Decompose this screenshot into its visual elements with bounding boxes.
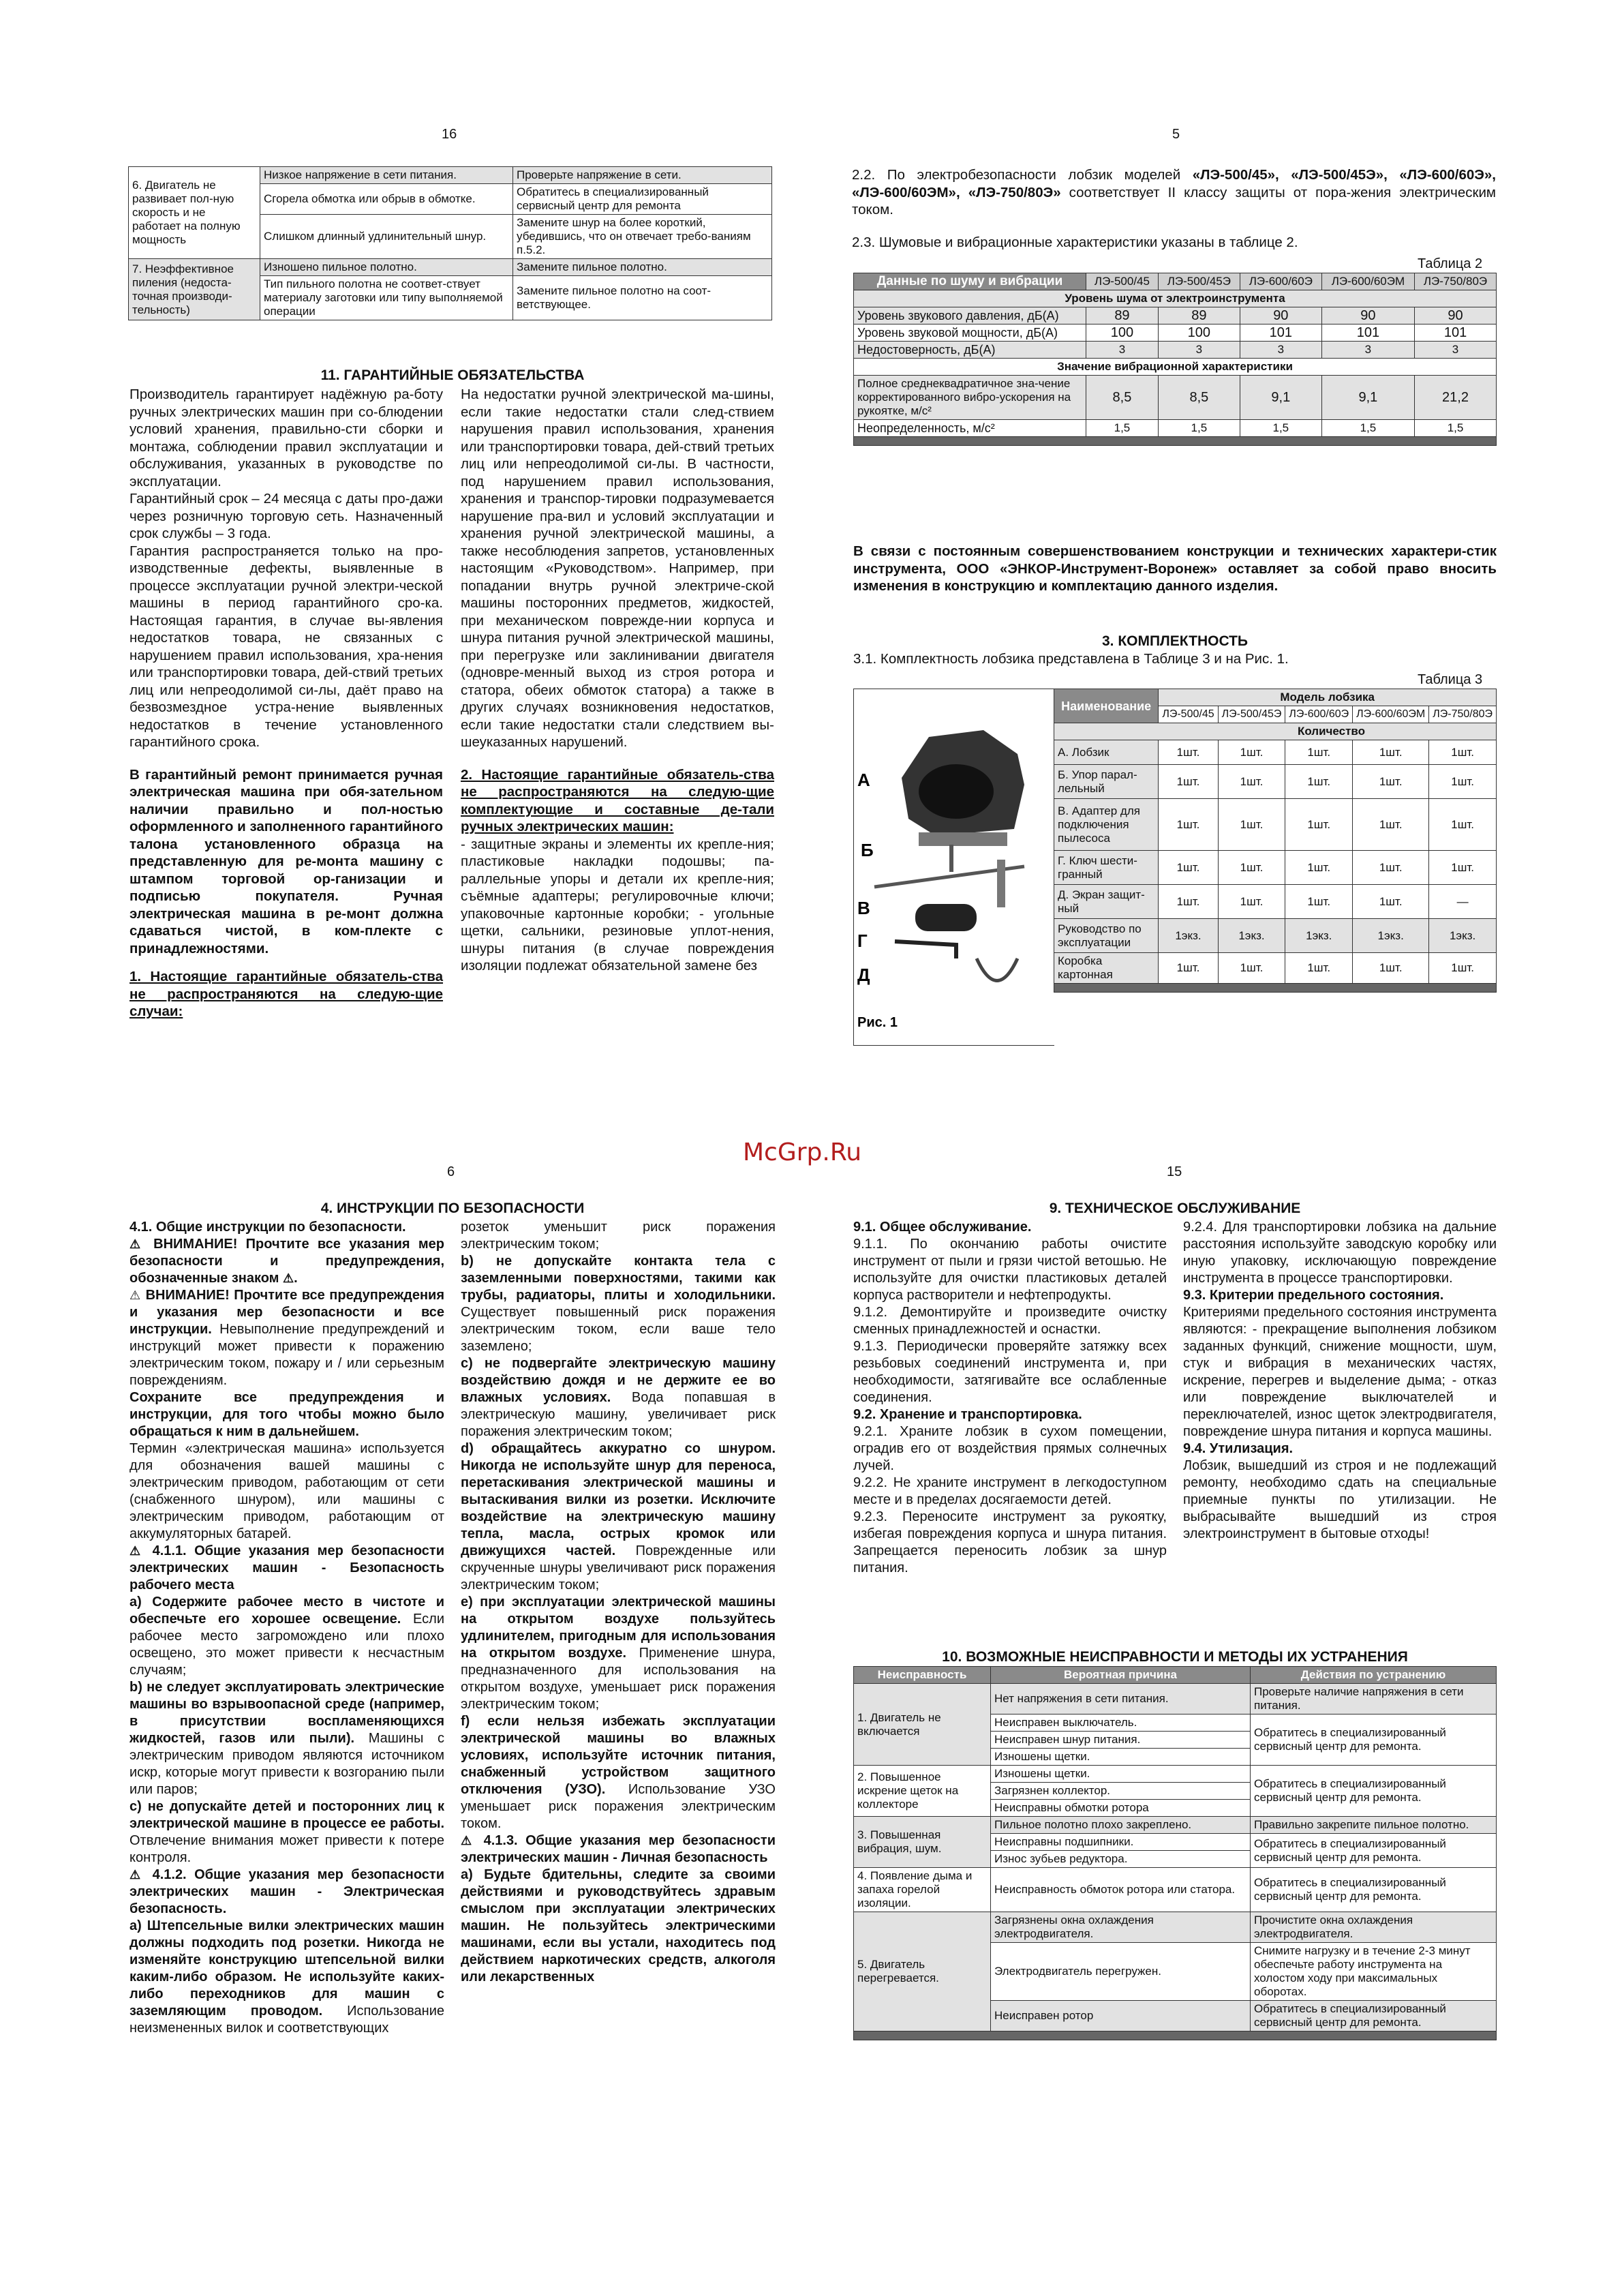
hex-key-shape: [895, 941, 956, 958]
t10-cause: Неисправность обмоток ротора или статора.: [991, 1868, 1251, 1912]
t10-fault: 2. Повышенное искрение щеток на коллекторе: [854, 1766, 991, 1817]
t3-cell: 1шт.: [1429, 851, 1497, 885]
t10-fault: 4. Появление дыма и запаха горелой изоляции.: [854, 1868, 991, 1912]
p16-fault-6: 6. Двигатель не развивает пол-ную скорость и не работает на полную мощность: [129, 167, 260, 259]
t2-cell: 100: [1158, 324, 1240, 342]
t10-action: Прочистите окна охлаждения электродвигателя.: [1251, 1912, 1497, 1943]
t2-cell: 3: [1321, 342, 1414, 359]
t10-cause: Загрязнены окна охлаждения электродвигателя.: [991, 1912, 1251, 1943]
p15-s94: 9.4. Утилизация.: [1183, 1441, 1294, 1456]
t2-cell: 101: [1415, 324, 1497, 342]
t3-cell: 1шт.: [1218, 885, 1285, 919]
p5-table3-label: Таблица 3: [1418, 672, 1483, 687]
p6-a2: а) Штепсельные вилки электрических машин должны подходить под розетки. Никогда не изменяйте конструкцию штепсельной вилки каким-либо образом. Не используйте каких-либо переходников для машин с заземляющим проводом.: [129, 1918, 444, 2019]
t10-action: Правильно закрепите пильное полотно.: [1251, 1817, 1497, 1834]
p16-action: Проверьте напряжение в сети.: [513, 167, 772, 184]
t10-action: Обратитесь в специализированный сервисный центр для ремонта.: [1251, 1868, 1497, 1912]
p16-paragraph: - защитные экраны и элементы их крепле-ния; пластиковые накладки подошвы; па-раллельные упоры и детали их крепле-ния; съёмные адаптеры; регулировочные ключи; упаковочные картонные коробки; - угольные щетки, сальники, резиновые уплот-нения, шнуры питания (в случае повреждения изоляции подлежат обязательной замене без: [461, 836, 774, 973]
watermark-logo: McGrp.Ru: [743, 1138, 862, 1166]
p6-rb-tail: Существует повышенный риск поражения электрическим током, если ваше тело заземлено;: [461, 1305, 776, 1354]
t10-cause: Загрязнен коллектор.: [991, 1783, 1251, 1800]
jigsaw-base-shape: [919, 832, 1007, 846]
t3-cell: 1шт.: [1218, 851, 1285, 885]
t10-action: Обратитесь в специализированный сервисный центр для ремонта.: [1251, 1715, 1497, 1766]
p6-c: с) не допускайте детей и посторонних лиц к электрической машине в процессе ее работы.: [129, 1799, 444, 1831]
p16-exclusion-heading-1: 1. Настоящие гарантийные обязатель-ства не распространяются на следую-щие случаи:: [129, 969, 443, 1019]
p6-a-tail: Если рабочее место загромождено или плохо освещено, это может привести к несчастным случаям;: [129, 1612, 445, 1678]
p5-table3: [1054, 689, 1497, 993]
p6-warn1: ВНИМАНИЕ! Прочтите все указания мер безопасности и предупреждения, обозначенные знаком: [129, 1237, 444, 1286]
t3-cell: 1шт.: [1353, 799, 1429, 851]
warning-icon: ⚠: [283, 1271, 294, 1285]
t2-cell: 90: [1415, 307, 1497, 324]
p15-t922: 9.2.2. Не храните инструмент в легкодоступном месте и в пределах досягаемости детей.: [853, 1475, 1167, 1507]
t3-cell: 1шт.: [1218, 740, 1285, 765]
p6-rb: b) не допускайте контакта тела с заземленными поверхностями, такими как трубы, радиаторы, плиты и холодильники.: [461, 1254, 776, 1303]
t3-cell: 1шт.: [1429, 740, 1497, 765]
adapter-shape: [915, 904, 977, 931]
t10-header: Вероятная причина: [991, 1667, 1251, 1684]
t2-cell: 90: [1321, 307, 1414, 324]
t10-action: Снимите нагрузку и в течение 2-3 минут обеспечьте работу инструмента на холостом ходу при максимальных оборотах.: [1251, 1943, 1497, 2001]
t10-cause: Нет напряжения в сети питания.: [991, 1684, 1251, 1715]
t3-cell: 1шт.: [1353, 851, 1429, 885]
p5-intro: [852, 166, 1496, 251]
t2-cell: 90: [1240, 307, 1321, 324]
p16-fault-table: [128, 166, 772, 320]
t2-cell: 1,5: [1415, 420, 1497, 437]
t10-cause: Изношены щетки.: [991, 1766, 1251, 1783]
p6-rf-tail: Использование УЗО уменьшает риск поражения электрическим током.: [461, 1782, 776, 1831]
t3-row-name: Коробка картонная: [1054, 953, 1159, 984]
fig-letter-d: Д: [857, 965, 870, 985]
t3-cell: 1шт.: [1159, 799, 1218, 851]
t3-row-name: А. Лобзик: [1054, 740, 1159, 765]
p6-rc-tail: Вода попавшая в электрическую машину, увеличивает риск поражения электрическим током;: [461, 1390, 776, 1439]
t10-cause: Износ зубьев редуктора.: [991, 1851, 1251, 1868]
page-number-6: 6: [447, 1164, 455, 1179]
warning-icon: ⚠: [129, 1237, 145, 1251]
p16-action: Замените шнур на более короткий, убедившись, что он отвечает требо-ваниям п.5.2.: [513, 215, 772, 259]
t3-cell: 1шт.: [1429, 953, 1497, 984]
p16-action: Замените пильное полотно.: [513, 259, 772, 276]
jigsaw-figure: [854, 689, 1054, 1045]
jigsaw-blade-shape: [949, 845, 953, 872]
t3-model: ЛЭ-500/45: [1159, 706, 1218, 723]
t3-name-header: Наименование: [1054, 689, 1159, 723]
t3-row-name: В. Адаптер для подключения пылесоса: [1054, 799, 1159, 851]
t10-cause: Неисправны обмотки ротора: [991, 1800, 1251, 1817]
p6-b-tail: Машины с электрическим приводом являются источником искр, которые могут привести к возгоранию пыли или паров;: [129, 1731, 444, 1797]
p16-paragraph: Производитель гарантирует надёжную ра-боту ручных электрических машин при со-блюдении условий хранения, правильно-сти сборки и монтажа, соблюдении правил эксплуатации и обслуживания, указанных в руководстве по эксплуатации.: [129, 387, 443, 489]
p6-s411: 4.1.1. Общие указания мер безопасности электрических машин - Безопасность рабочего места: [129, 1543, 444, 1592]
p15-t924: 9.2.4. Для транспортировки лобзика на дальние расстояния используйте заводскую коробку или иную упаковку, исключающую повреждение инструмента в процессе транспортировки.: [1183, 1220, 1497, 1286]
t2-cell: 101: [1240, 324, 1321, 342]
t10-action: Обратитесь в специализированный сервисный центр для ремонта.: [1251, 1766, 1497, 1817]
t3-row-name: Г. Ключ шести-гранный: [1054, 851, 1159, 885]
parallel-stop-foot: [997, 860, 1005, 907]
t3-cell: 1шт.: [1218, 953, 1285, 984]
p6-a: а) Содержите рабочее место в чистоте и обеспечьте его хорошее освещение.: [129, 1595, 444, 1627]
page-number-5: 5: [1172, 127, 1180, 142]
p15-title: 9. ТЕХНИЧЕСКОЕ ОБСЛУЖИВАНИЕ: [1049, 1200, 1301, 1216]
p6-s412: 4.1.2. Общие указания мер безопасности электрических машин - Электрическая безопасность.: [129, 1867, 444, 1916]
p16-right-column: [461, 386, 774, 975]
t2-header: Данные по шуму и вибрации: [854, 273, 1086, 290]
t10-fault: 3. Повышенная вибрация, шум.: [854, 1817, 991, 1868]
p16-cause: Изношено пильное полотно.: [260, 259, 513, 276]
t2-cell: 101: [1321, 324, 1414, 342]
p6-rd: d) обращайтесь аккуратно со шнуром. Никогда не используйте шнур для переноса, перетаскивания электрической машины и вытаскивания вилки из розетки. Исключите воздействие на электрическую машину тепла, масла, острых кромок или движущихся частей.: [461, 1441, 776, 1558]
t3-cell: 1шт.: [1159, 885, 1218, 919]
p15-s92: 9.2. Хранение и транспортировка.: [853, 1407, 1082, 1422]
fig-caption: Рис. 1: [857, 1015, 898, 1030]
t2-model: ЛЭ-600/60Э: [1240, 273, 1321, 290]
p16-exclusion-heading-2: 2. Настоящие гарантийные обязатель-ства не распространяются на следую-щие комплектующие и составные де-тали ручных электрических машин:: [461, 766, 774, 834]
p6-re-tail: Применение шнура, предназначенного для использования на открытом воздухе, уменьшает риск поражения электрическим током;: [461, 1646, 776, 1712]
page-number-15: 15: [1167, 1164, 1182, 1179]
t2-row-name: Уровень звуковой мощности, дБ(А): [854, 324, 1086, 342]
t3-cell: 1шт.: [1159, 765, 1218, 799]
t3-cell: 1экз.: [1429, 919, 1497, 953]
p6-b: b) не следует эксплуатировать электрические машины во взрывоопасной среде (например, в присутствии воспламеняющихся жидкостей, газов или пыли).: [129, 1680, 444, 1746]
p15-s10-title: 10. ВОЗМОЖНЫЕ НЕИСПРАВНОСТИ И МЕТОДЫ ИХ УСТРАНЕНИЯ: [942, 1649, 1408, 1665]
t2-model: ЛЭ-750/80Э: [1415, 273, 1497, 290]
p6-title: 4. ИНСТРУКЦИИ ПО БЕЗОПАСНОСТИ: [320, 1200, 585, 1216]
figure-1: [853, 689, 1054, 1046]
t2-row-name: Неопределенность, м/с²: [854, 420, 1086, 437]
p16-left-column: [129, 386, 443, 1021]
t3-cell: 1шт.: [1285, 765, 1353, 799]
p6-s413: 4.1.3. Общие указания мер безопасности электрических машин - Личная безопасность: [461, 1833, 776, 1865]
t2-model: ЛЭ-600/60ЭМ: [1321, 273, 1414, 290]
t10-header: Действия по устранению: [1251, 1667, 1497, 1684]
t3-cell: 1шт.: [1353, 740, 1429, 765]
p5-para-2-3: 2.3. Шумовые и вибрационные характеристики указаны в таблице 2.: [852, 234, 1298, 250]
p15-s93: 9.3. Критерии предельного состояния.: [1183, 1288, 1444, 1303]
t3-cell: 1шт.: [1429, 765, 1497, 799]
p6-keep: Сохраните все предупреждения и инструкции, для того чтобы можно было обращаться к ним в дальнейшем.: [129, 1390, 444, 1439]
t3-cell: 1шт.: [1353, 765, 1429, 799]
p15-t913: 9.1.3. Периодически проверяйте затяжку всех резьбовых соединений инструмента и, при необходимости, затягивайте все ослабленные соединения.: [853, 1339, 1167, 1405]
t2-cell: 1,5: [1321, 420, 1414, 437]
warning-icon: ⚠: [129, 1288, 142, 1302]
t3-cell: 1шт.: [1159, 740, 1218, 765]
p5-table2: [853, 273, 1497, 446]
p15-t923: 9.2.3. Переносите инструмент за рукоятку, избегая повреждения корпуса и шнура питания. Запрещается переносить лобзик за шнур питания.: [853, 1509, 1167, 1575]
p16-warranty-title: 11. ГАРАНТИЙНЫЕ ОБЯЗАТЕЛЬСТВА: [320, 367, 585, 383]
t3-model-header: Модель лобзика: [1159, 689, 1497, 706]
p6-warn2-tail: Невыполнение предупреждений и инструкций может привести к поражению электрическим током, пожару и / или серьезным повреждениям.: [129, 1322, 444, 1388]
t2-cell: 1,5: [1240, 420, 1321, 437]
p16-cause: Тип пильного полотна не соответ-ствует материалу заготовки или типу выполняемой операции: [260, 276, 513, 320]
p15-t921: 9.2.1. Храните лобзик в сухом помещении, оградив его от воздействия прямых солнечных лучей.: [853, 1424, 1167, 1473]
p16-paragraph: Гарантия распространяется только на про-изводственные дефекты, выявленные в процессе эксплуатации ручной электри-ческой машины в период гарантийного сро-ка. Настоящая гарантия, в случае вы-явления недостатков товара, не связанных с нарушением правил использования, хра-нения или транспортировки товара, дей-ствий третьих лиц или непреодолимой си-лы, даёт право на безвозмездное устра-нение выявленных недостатков в течение установленного гарантийного срока.: [129, 543, 443, 750]
p16-action: Обратитесь в специализированный сервисный центр для ремонта: [513, 184, 772, 215]
t3-cell: 1шт.: [1353, 953, 1429, 984]
t3-row-name: Д. Экран защит-ный: [1054, 885, 1159, 919]
t3-cell: 1шт.: [1218, 765, 1285, 799]
t3-model: ЛЭ-600/60Э: [1285, 706, 1353, 723]
fig-letter-g: Г: [857, 931, 868, 951]
t3-cell: 1экз.: [1159, 919, 1218, 953]
t3-cell: 1шт.: [1285, 851, 1353, 885]
t2-cell: 3: [1415, 342, 1497, 359]
t3-model: ЛЭ-750/80Э: [1429, 706, 1497, 723]
p16-cause: Низкое напряжение в сети питания.: [260, 167, 513, 184]
p16-bold-paragraph: В гарантийный ремонт принимается ручная электрическая машина при обя-зательном наличии правильно и пол-ностью оформленного и заполненного гарантийного талона установленного образца на представленную для ре-монта машину с штампом торговой ор-ганизации и подписью покупателя. Ручная электрическая машина в ре-монт должна сдаваться чистой, в ком-плекте с принадлежностями.: [129, 766, 443, 956]
p6-rc: с) не подвергайте электрическую машину воздействию дождя и не держите ее во влажных условиях.: [461, 1356, 776, 1405]
t2-row-name: Недостоверность, дБ(А): [854, 342, 1086, 359]
p15-fault-table: [853, 1666, 1497, 2040]
t2-model: ЛЭ-500/45: [1086, 273, 1159, 290]
t2-cell: 3: [1240, 342, 1321, 359]
p5-section3-title: 3. КОМПЛЕКТНОСТЬ: [1101, 633, 1249, 649]
t2-cell: 21,2: [1415, 376, 1497, 420]
t3-cell: 1шт.: [1353, 885, 1429, 919]
t2-cell: 3: [1086, 342, 1159, 359]
t3-cell: 1шт.: [1285, 953, 1353, 984]
shield-shape: [977, 958, 1017, 981]
p5-notice: В связи с постоянным совершенствованием конструкции и технических характери-стик инструмента, ООО «ЭНКОР-Инструмент-Воронеж» оставляет за собой право вносить изменения в конструкцию и комплектацию данного изделия.: [853, 543, 1497, 594]
t2-cell: 100: [1086, 324, 1159, 342]
t2-cell: 8,5: [1158, 376, 1240, 420]
p15-t912: 9.1.2. Демонтируйте и произведите очистку сменных принадлежностей и оснастки.: [853, 1305, 1167, 1337]
t10-cause: Неисправен шнур питания.: [991, 1732, 1251, 1749]
p5-models: «ЛЭ-500/45», «ЛЭ-500/45Э», «ЛЭ-600/60Э», «ЛЭ-600/60ЭМ», «ЛЭ-750/80Э»: [852, 167, 1496, 200]
t2-cell: 1,5: [1086, 420, 1159, 437]
p15-left-column: [853, 1219, 1167, 1577]
p15-right-column: [1183, 1219, 1497, 1543]
p15-s91: 9.1. Общее обслуживание.: [853, 1220, 1032, 1235]
p6-a2-tail: Использование неизмененных вилок и соответствующих: [129, 2004, 444, 2036]
p6-ra3: а) Будьте бдительны, следите за своими действиями и руководствуйтесь здравым смыслом при эксплуатации электрических машин. Не пользуйтесь электрическими машинами, если вы устали, находитесь под действием наркотических средств, алкоголя или лекарственных: [461, 1867, 776, 1984]
t3-row-name: Руководство по эксплуатации: [1054, 919, 1159, 953]
t2-cell: 9,1: [1321, 376, 1414, 420]
t3-qty-header: Количество: [1054, 723, 1497, 740]
p6-left-column: 4.1. Общие инструкции по безопасности. ⚠ ВНИМАНИЕ! Прочтите все указания мер безопасности и предупреждения, обозначенные знаком ⚠. ⚠ ВНИМАНИЕ! Прочтите все предупреждения и указания мер безопасности и все инструкции. Невыполнение предупреждений и инструкций может привести к поражению электрическим током, пожару и / или серьезным повреждениям. Сохраните все предупреждения и инструкции, для того чтобы можно было обращаться к ним в дальнейшем. Термин «электрическая машина» используется для обозначения вашей машины с электрическим приводом, работающим от сети (снабженного шнуром), или машины с электрическим приводом, работающим от аккумуляторных батарей. ⚠ 4.1.1. Общие указания мер безопасности электрических машин - Безопасность рабочего места а) Содержите рабочее место в чистоте и обеспечьте его хорошее освещение. Если рабочее место загромождено или плохо освещено, это может привести к несчастным случаям; b) не следует эксплуатировать электрические машины во взрывоопасной среде (например, в присутствии воспламеняющихся жидкостей, газов или пыли). Машины с электрическим приводом являются источником искр, которые могут привести к возгоранию пыли или паров; с) не допускайте детей и посторонних лиц к электрической машине в процессе ее работы. Отвлечение внимания может привести к потере контроля. ⚠ 4.1.2. Общие указания мер безопасности электрических машин - Электрическая безопасность. а) Штепсельные вилки электрических машин должны подходить под розетки. Никогда не изменяйте конструкцию штепсельной вилки каким-либо образом. Не используйте каких-либо переходников для машин с заземляющим проводом. Использование неизмененных вилок и соответствующих: [129, 1220, 445, 2036]
p6-warn2: ВНИМАНИЕ! Прочтите все предупреждения и указания мер безопасности и все инструкции.: [129, 1288, 444, 1337]
p6-term: Термин «электрическая машина» используется для обозначения вашей машины с электрическим приводом, работающим от сети (снабженного шнуром), или машины с электрическим приводом, работающим от аккумуляторных батарей.: [129, 1441, 444, 1541]
p16-action: Замените пильное полотно на соот-ветствующее.: [513, 276, 772, 320]
t2-model: ЛЭ-500/45Э: [1158, 273, 1240, 290]
warning-icon: ⚠: [129, 1868, 145, 1882]
p6-rd-tail: Поврежденные или скрученные шнуры увеличивают риск поражения электрическим током;: [461, 1543, 776, 1592]
t2-cell: 9,1: [1240, 376, 1321, 420]
p6-s41: 4.1. Общие инструкции по безопасности.: [129, 1220, 406, 1235]
t2-row-name: Полное среднеквадратичное зна-чение корректированного вибро-ускорения на рукоятке, м/с²: [854, 376, 1086, 420]
p16-cause: Слишком длинный удлинительный шнур.: [260, 215, 513, 259]
t10-cause: Электродвигатель перегружен.: [991, 1943, 1251, 2001]
fig-letter-a: А: [857, 770, 870, 790]
t3-cell: 1шт.: [1285, 740, 1353, 765]
t3-model: ЛЭ-600/60ЭМ: [1353, 706, 1429, 723]
t10-cause: Неисправны подшипники.: [991, 1834, 1251, 1851]
p5-para-3-1: 3.1. Комплектность лобзика представлена в Таблице 3 и на Рис. 1.: [853, 650, 1289, 667]
p16-cause: Сгорела обмотка или обрыв в обмотке.: [260, 184, 513, 215]
p6-r1: розеток уменьшит риск поражения электрическим током;: [461, 1220, 776, 1252]
p16-paragraph: Гарантийный срок – 24 месяца с даты про-дажи через розничную торговую сеть. Назначенный срок службы – 3 года.: [129, 491, 443, 541]
p6-rf: f) если нельзя избежать эксплуатации электрической машины во влажных условиях, используйте источник питания, снабженный устройством защитного отключения (УЗО).: [461, 1714, 776, 1797]
t2-noise-title: Уровень шума от электроинструмента: [854, 290, 1497, 307]
fig-letter-b: Б: [861, 840, 874, 860]
t3-cell: 1шт.: [1429, 799, 1497, 851]
p6-re: е) при эксплуатации электрической машины на открытом воздухе пользуйтесь удлинителем, пригодным для использования на открытом воздухе.: [461, 1595, 776, 1661]
p6-right-column: [461, 1219, 776, 1986]
t2-cell: 8,5: [1086, 376, 1159, 420]
t2-vib-title: Значение вибрационной характеристики: [854, 359, 1497, 376]
t2-cell: 89: [1158, 307, 1240, 324]
t3-cell: 1шт.: [1285, 885, 1353, 919]
t3-row-name: Б. Упор парал-лельный: [1054, 765, 1159, 799]
p15-t911: 9.1.1. По окончанию работы очистите инструмент от пыли и грязи чистой ветошью. Не используйте для очистки пластиковых деталей корпуса растворители и нефтепродукты.: [853, 1237, 1167, 1303]
t10-cause: Неисправен выключатель.: [991, 1715, 1251, 1732]
t3-cell: 1экз.: [1353, 919, 1429, 953]
p15-t94: Лобзик, вышедший из строя и не подлежащий ремонту, необходимо сдать на специальные приемные пункты по утилизации. Не выбрасывайте вышедший из строя электроинструмент в бытовые отходы!: [1183, 1458, 1497, 1541]
t3-cell: 1шт.: [1218, 799, 1285, 851]
t3-cell: —: [1429, 885, 1497, 919]
fig-letter-v: В: [857, 898, 870, 918]
warning-icon: ⚠: [461, 1834, 476, 1847]
t10-header: Неисправность: [854, 1667, 991, 1684]
p5-para-2-2: 2.2. По электробезопасности лобзик моделей: [852, 167, 1193, 183]
t2-row-name: Уровень звукового давления, дБ(А): [854, 307, 1086, 324]
p16-fault-7: 7. Неэффективное пиления (недоста-точная производи-тельность): [129, 259, 260, 320]
page-number-16: 16: [442, 127, 457, 142]
t3-cell: 1шт.: [1285, 799, 1353, 851]
t2-cell: 1,5: [1158, 420, 1240, 437]
t3-cell: 1шт.: [1159, 953, 1218, 984]
t3-cell: 1экз.: [1285, 919, 1353, 953]
t3-cell: 1экз.: [1218, 919, 1285, 953]
t10-fault: 5. Двигатель перегревается.: [854, 1912, 991, 2031]
t10-cause: Пильное полотно плохо закреплено.: [991, 1817, 1251, 1834]
t10-action: Проверьте наличие напряжения в сети питания.: [1251, 1684, 1497, 1715]
t3-model: ЛЭ-500/45Э: [1218, 706, 1285, 723]
p6-c-tail: Отвлечение внимания может привести к потере контроля.: [129, 1833, 444, 1865]
p16-paragraph: На недостатки ручной электрической ма-шины, если такие недостатки стали след-ствием нарушения правил использования, хранения или транспортировки товара, дей-ствий третьих лиц или непреодолимой си-лы. В частности, под нарушением правил использования, хранения и транспор-тировки подразумевается нарушение пра-вил и условий эксплуатации и хранения ручной электрической машины, а также несоблюдения запретов, установленных настоящим «Руководством». Например, при попадании внутрь ручной электриче-ской машины посторонних предметов, жидкостей, при механическом поврежде-нии корпуса и шнура питания ручной электрической машины, при перегрузке или заклинивании двигателя (одновре-менный выход из строя ротора и статора, обеих обмоток статора) а также в других случаях возникновения недостатков, если такие недостатки стали следствием вы-шеуказанных нарушений.: [461, 387, 774, 750]
t2-cell: 89: [1086, 307, 1159, 324]
t10-cause: Изношены щетки.: [991, 1749, 1251, 1766]
t10-fault: 1. Двигатель не включается: [854, 1684, 991, 1766]
p5-para-2-2-tail: соответствует II классу защиты от пора-жения электрическим током.: [852, 184, 1496, 217]
p5-table2-label: Таблица 2: [1418, 256, 1483, 271]
t10-cause: Неисправен ротор: [991, 2001, 1251, 2031]
t10-action: Обратитесь в специализированный сервисный центр для ремонта.: [1251, 2001, 1497, 2031]
t3-cell: 1шт.: [1159, 851, 1218, 885]
warning-icon: ⚠: [129, 1544, 145, 1558]
t2-cell: 3: [1158, 342, 1240, 359]
p15-t93: Критериями предельного состояния инструмента являются: - прекращение выполнения лобзиком заданных функций, снижение мощности, шум, стук и вибрация в механических частях, искрение, перегрев и выделение дыма; - отказ или повреждение выключателей и переключателей, износ щеток электродвигателя, повреждение шнура питания и корпуса машины.: [1183, 1305, 1497, 1439]
jigsaw-motor-shape: [919, 764, 994, 819]
t10-action: Обратитесь в специализированный сервисный центр для ремонта.: [1251, 1834, 1497, 1868]
